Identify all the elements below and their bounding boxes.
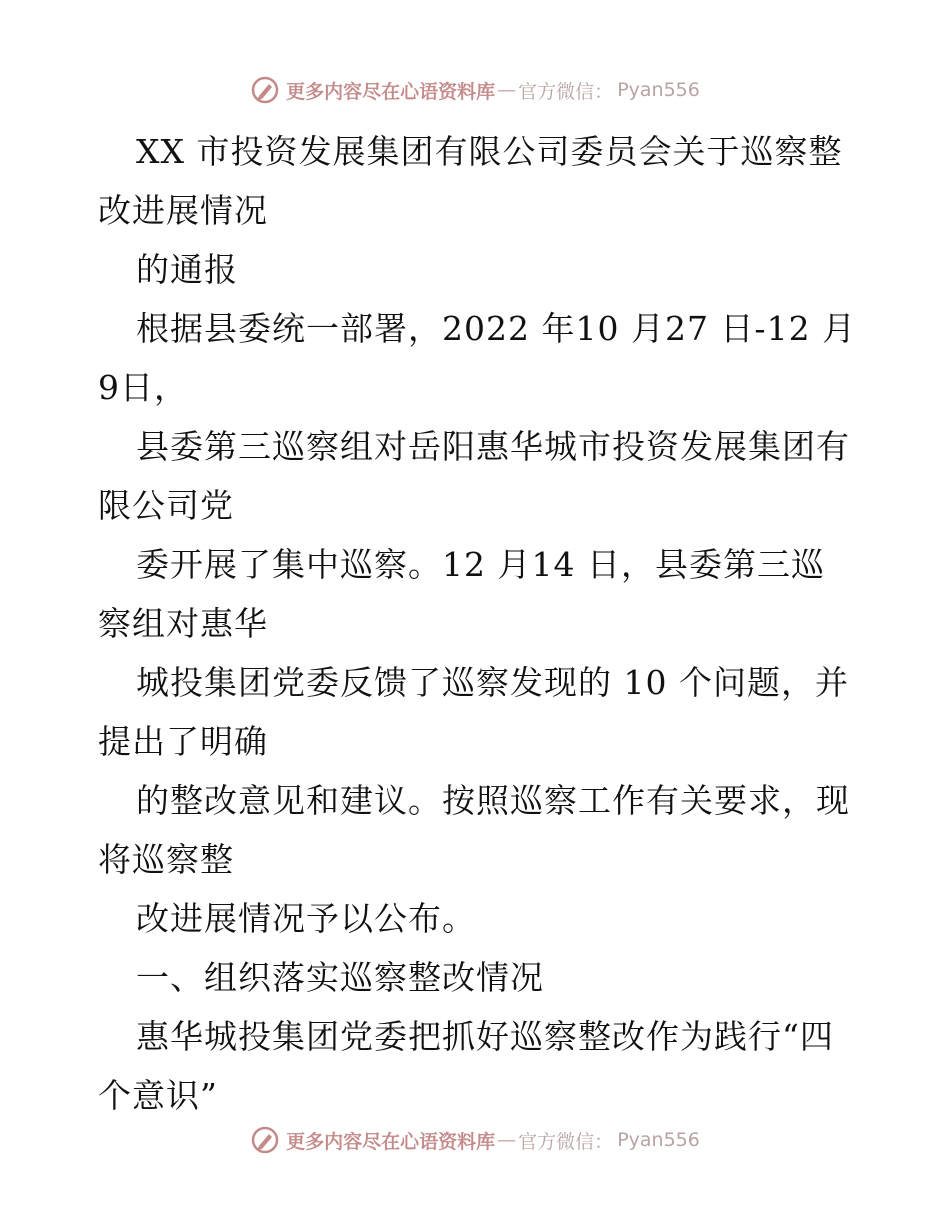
document-line: 委开展了集中巡察。12 月14 日，县委第三巡 [136,545,825,584]
document-line: 惠华城投集团党委把抓好巡察整改作为践行“四 [136,1017,834,1056]
watermark-brand: 更多内容尽在心语资料库 [286,80,496,103]
document-line: 改进展情况 [98,191,268,230]
watermark-separator: — [497,1129,517,1151]
document-line: 的整改意见和建议。按照巡察工作有关要求，现 [136,781,850,820]
watermark-separator: — [497,79,517,101]
document-line: 一、组织落实巡察整改情况 [136,958,544,997]
pen-circle-icon [250,1125,280,1155]
document-line: 9日， [98,368,188,407]
document-line: 限公司党 [98,486,234,525]
footer-watermark [0,1120,950,1160]
header-watermark [0,70,950,110]
document-body [98,122,858,1125]
document-line: 改进展情况予以公布。 [136,899,476,938]
watermark-label: 官方微信： [518,80,614,103]
watermark-wechat-id: Pyan556 [617,79,700,101]
document-line: 将巡察整 [98,840,234,879]
document-line: XX 市投资发展集团有限公司委员会关于巡察整 [136,132,843,171]
document-line: 察组对惠华 [98,604,268,643]
document-line: 根据县委统一部署，2022 年10 月27 日-12 月 [136,309,857,348]
document-line: 县委第三巡察组对岳阳惠华城市投资发展集团有 [136,427,850,466]
watermark-label: 官方微信： [518,1130,614,1153]
document-line: 个意识” [98,1076,218,1115]
watermark-brand: 更多内容尽在心语资料库 [286,1130,496,1153]
document-line: 城投集团党委反馈了巡察发现的 10 个问题，并 [136,663,849,702]
watermark-wechat-id: Pyan556 [617,1129,700,1151]
document-line: 的通报 [136,250,238,289]
document-line: 提出了明确 [98,722,268,761]
pen-circle-icon [250,75,280,105]
